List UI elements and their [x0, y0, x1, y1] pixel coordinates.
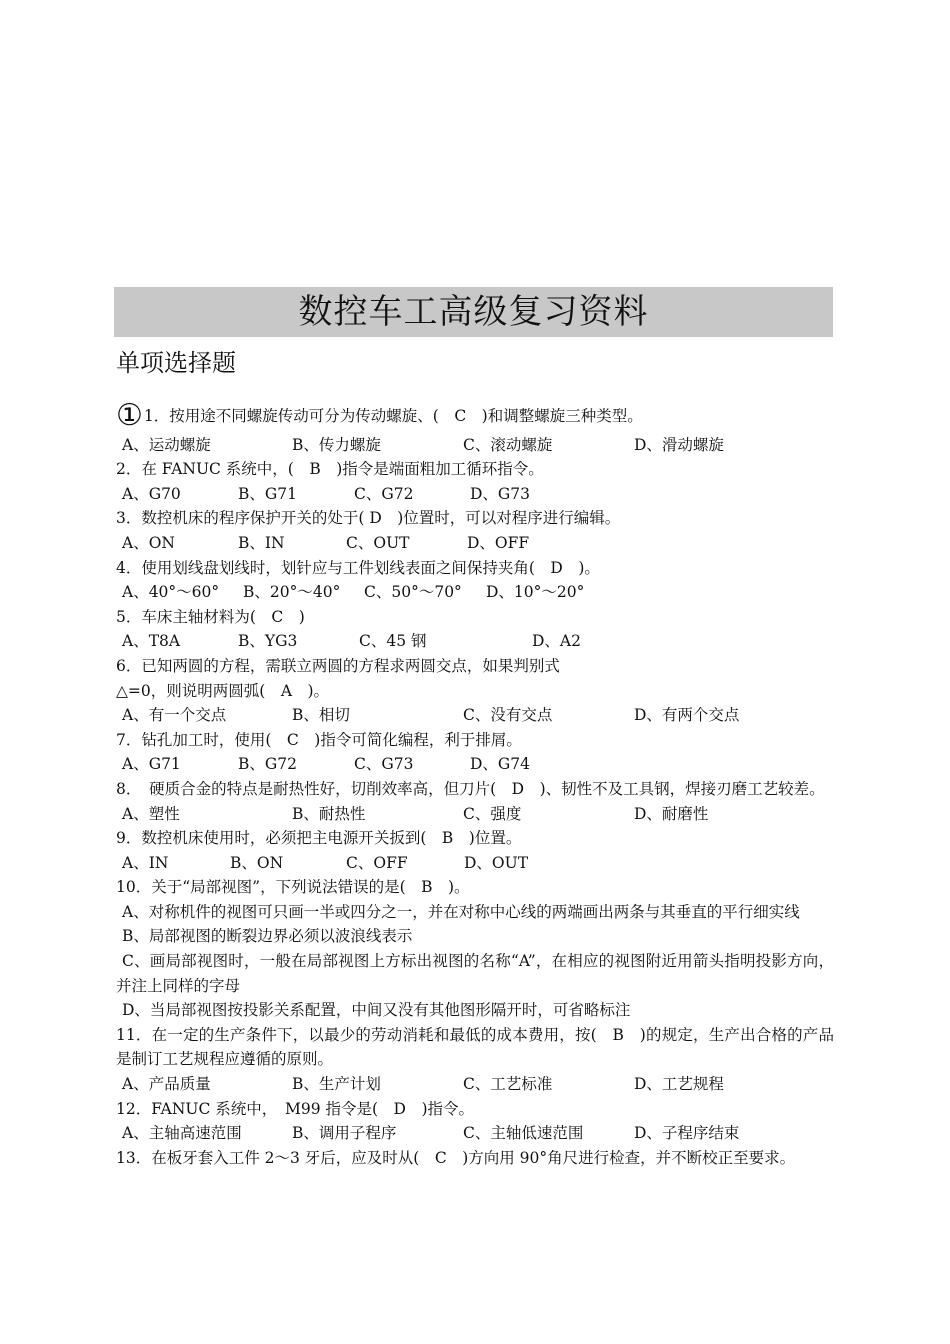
option-d: D、A2	[532, 632, 581, 651]
option-a: A、产品质量	[122, 1075, 211, 1094]
question-list	[116, 400, 834, 1170]
question-6-options	[116, 703, 834, 728]
question-6-line-2: △=0，则说明两圆弧( A )。	[116, 681, 330, 700]
question-6-line-1: 6．已知两圆的方程，需联立两圆的方程求两圆交点，如果判别式	[116, 656, 560, 675]
option-d: D、OFF	[467, 533, 530, 552]
question-11: 11．在一定的生产条件下，以最少的劳动消耗和最低的成本费用，按( B )的规定，生产出合格的产品是制订工艺规程应遵循的原则。	[116, 1025, 834, 1069]
question-3: 3．数控机床的程序保护开关的处于( D )位置时，可以对程序进行编辑。	[116, 509, 621, 528]
question-9-options	[116, 851, 834, 876]
question-12-options	[116, 1121, 834, 1146]
option-b: B、ON	[230, 853, 284, 872]
option-c: C、G73	[354, 755, 414, 774]
question-5: 5．车床主轴材料为( C )	[116, 607, 305, 626]
option-a: A、运动螺旋	[122, 435, 211, 454]
option-a: A、塑性	[122, 804, 180, 823]
option-d: D、子程序结束	[634, 1124, 740, 1143]
question-9: 9．数控机床使用时，必须把主电源开关扳到( B )位置。	[116, 829, 522, 848]
option-b: B、传力螺旋	[292, 435, 381, 454]
option-c: C、滚动螺旋	[463, 435, 553, 454]
option-d: D、耐磨性	[634, 804, 709, 823]
option-b: B、调用子程序	[292, 1124, 397, 1143]
question-3-options	[116, 531, 834, 556]
question-7: 7．钻孔加工时，使用( C )指令可简化编程，利于排屑。	[116, 730, 522, 749]
option-a: A、ON	[122, 533, 175, 552]
option-c: C、OUT	[346, 533, 410, 552]
question-10-option-d: D、当局部视图按投影关系配置，中间又没有其他图形隔开时，可省略标注	[122, 1001, 631, 1020]
question-10-option-b: B、局部视图的断裂边界必须以波浪线表示	[122, 927, 413, 946]
option-b: B、相切	[292, 706, 350, 725]
question-5-options	[116, 629, 834, 654]
question-13: 13．在板牙套入工件 2～3 牙后，应及时从( C )方向用 90°角尺进行检查，并不断校正至要求。	[116, 1148, 796, 1167]
option-a: A、IN	[122, 853, 169, 872]
question-7-options	[116, 752, 834, 777]
section-heading: 单项选择题	[116, 349, 236, 377]
option-b: B、生产计划	[292, 1075, 381, 1094]
option-b: B、IN	[238, 533, 285, 552]
question-8: 8． 硬质合金的特点是耐热性好，切削效率高，但刀片( D )、韧性不及工具钢，焊接刃磨工艺较差。	[116, 779, 825, 798]
option-d: D、滑动螺旋	[634, 435, 724, 454]
option-a: A、T8A	[122, 632, 181, 651]
option-c: C、G72	[354, 484, 414, 503]
option-a: A、G71	[122, 755, 181, 774]
question-1-options	[116, 433, 834, 458]
option-a: A、40°～60°	[122, 583, 220, 602]
option-d: D、OUT	[464, 853, 529, 872]
option-a: A、主轴高速范围	[122, 1124, 242, 1143]
option-c: C、OFF	[346, 853, 408, 872]
option-b: B、G72	[238, 755, 297, 774]
question-4-options	[116, 580, 834, 605]
option-c: C、没有交点	[463, 706, 553, 725]
option-a: A、G70	[122, 484, 181, 503]
question-12: 12．FANUC 系统中， M99 指令是( D )指令。	[116, 1099, 475, 1118]
question-10-option-c: C、画局部视图时，一般在局部视图上方标出视图的名称“A”，在相应的视图附近用箭头指明投影方向，并注上同样的字母	[116, 952, 834, 995]
option-d: D、G74	[470, 755, 531, 774]
option-c: C、45 钢	[359, 632, 427, 651]
option-b: B、20°～40°	[243, 583, 341, 602]
option-b: B、耐热性	[292, 804, 366, 823]
option-a: A、有一个交点	[122, 706, 227, 725]
option-d: D、10°～20°	[486, 583, 585, 602]
option-c: C、强度	[463, 804, 522, 823]
question-2-options	[116, 482, 834, 507]
option-d: D、工艺规程	[634, 1075, 724, 1094]
option-d: D、G73	[470, 484, 531, 503]
question-10: 10．关于“局部视图”，下列说法错误的是( B )。	[116, 878, 470, 897]
option-b: B、G71	[238, 484, 297, 503]
option-c: C、工艺标准	[463, 1075, 553, 1094]
question-10-option-a: A、对称机件的视图可只画一半或四分之一，并在对称中心线的两端画出两条与其垂直的平行细实线	[122, 902, 800, 921]
question-1: ①1．按用途不同螺旋传动可分为传动螺旋、( C )和调整螺旋三种类型。	[116, 398, 643, 433]
option-d: D、有两个交点	[634, 706, 740, 725]
circled-number-marker: ①	[116, 398, 143, 433]
question-4: 4．使用划线盘划线时，划针应与工件划线表面之间保持夹角( D )。	[116, 558, 600, 577]
question-2: 2．在 FANUC 系统中，( B )指令是端面粗加工循环指令。	[116, 460, 544, 479]
question-8-options	[116, 802, 834, 827]
option-b: B、YG3	[238, 632, 298, 651]
option-c: C、50°～70°	[364, 583, 462, 602]
option-c: C、主轴低速范围	[463, 1124, 584, 1143]
document-title: 数控车工高级复习资料	[114, 287, 833, 337]
question-11-options	[116, 1072, 834, 1097]
